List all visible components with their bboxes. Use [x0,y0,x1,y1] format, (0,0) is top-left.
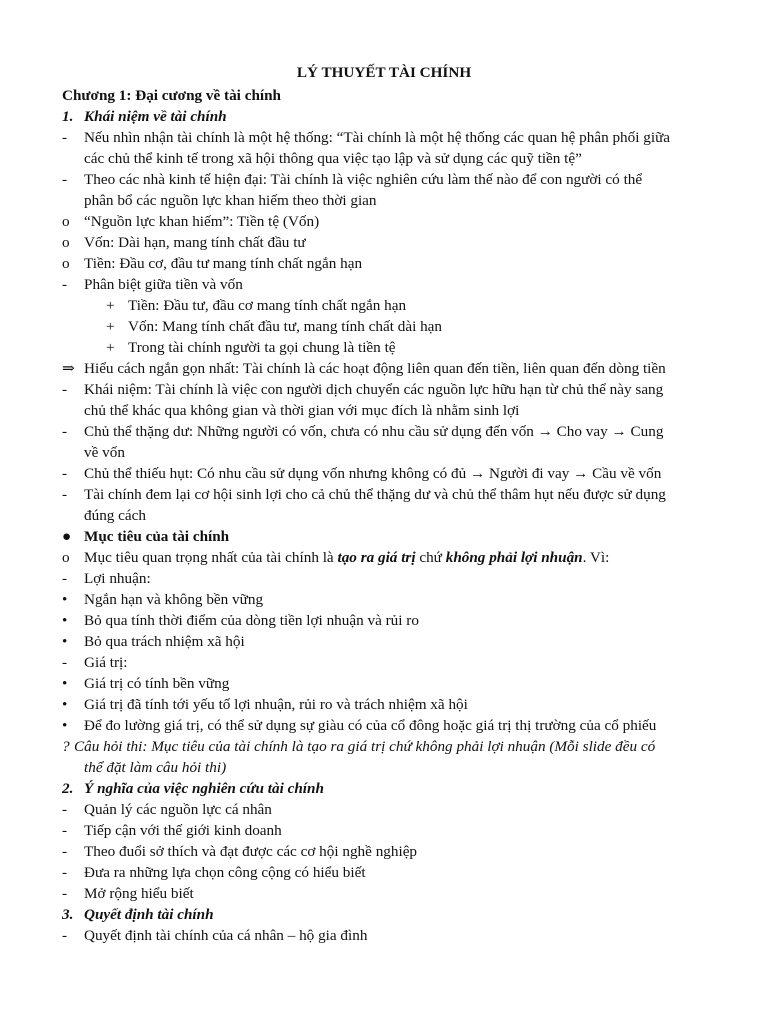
dash-marker: - [62,486,68,503]
plus-marker: + [106,339,115,356]
dash-marker: - [62,843,68,860]
dash-marker: - [62,381,68,398]
dash-marker: - [62,423,68,440]
dot-marker: • [62,696,68,713]
dash-marker: - [62,654,68,671]
dash-marker: - [62,822,68,839]
dash-marker: - [62,465,68,482]
circle-marker: o [62,255,70,272]
dash-marker: - [62,927,68,944]
dot-marker: • [62,591,68,608]
dot-marker: • [62,675,68,692]
dash-marker: - [62,801,68,818]
dash-marker: - [62,864,68,881]
dash-marker: - [62,171,68,188]
bullet-marker: ● [62,528,72,545]
document-title: LÝ THUYẾT TÀI CHÍNH [296,64,472,81]
plus-marker: + [106,318,115,335]
dash-marker: - [62,570,68,587]
dash-marker: - [62,276,68,293]
plus-marker: + [106,297,115,314]
document-page: LÝ THUYẾT TÀI CHÍNH Chương 1: Đại cương về tài chính 1. Khái niệm về tài chính - Nếu nhìn nhận tài chính là một hệ thống: “Tài chính là một hệ thống các quan hệ phân phối giữa các chủ thể kinh tế trong xã hội thông qua việc tạo lập và sử dụng các quỹ tiền tệ” - Theo các nhà kinh tế hiện đại: Tài chính là việc nghiên cứu làm thế nào để con người có thể phân bổ các nguồn lực khan hiếm theo thời gian o “Nguồn lực khan hiếm”: Tiền tệ (Vốn) o Vốn: Dài hạn, mang tính chất đầu tư o Tiền: Đầu cơ, đầu tư mang tính chất ngắn hạn - Phân biệt giữa tiền và vốn + Tiền: Đầu tư, đầu cơ mang tính chất ngắn hạn + Vốn: Mang tính chất đầu tư, mang tính chất dài hạn + Trong tài chính người ta gọi chung là tiền tệ ⇒ Hiểu cách ngắn gọn nhất: Tài chính là các hoạt động liên quan đến tiền, liên quan đến dòng tiền - Khái niệm: Tài chính là việc con người dịch chuyển các nguồn lực hữu hạn từ chủ thể này sang chủ thể khác qua không gian và thời gian với mục đích là nhằm sinh lợi - Chủ thể thặng dư: Những người có vốn, chưa có nhu cầu sử dụng đến vốn → Cho vay → Cung về vốn - Chủ thể thiếu hụt: Có nhu cầu sử dụng vốn nhưng không có đủ → Người đi vay → Cầu về vốn - Tài chính đem lại cơ hội sinh lợi cho cả chủ thể thặng dư và chủ thể thâm hụt nếu được sử dụng đúng cách ● Mục tiêu của tài chính o Mục tiêu quan trọng nhất của tài chính là tạo ra giá trị chứ không phải lợi nhuận. Vì: - Lợi nhuận: • Ngắn hạn và không bền vững • Bỏ qua tính thời điểm của dòng tiền lợi nhuận và rủi ro • Bỏ qua trách nhiệm xã hội - Giá trị: • Giá trị có tính bền vững • Giá trị đã tính tới yếu tố lợi nhuận, rủi ro và trách nhiệm xã hội • Để đo lường giá trị, có thể sử dụng sự giàu có của cổ đông hoặc giá trị thị trường của cổ phiếu ? Câu hỏi thi: Mục tiêu của tài chính là tạo ra giá trị chứ không phải lợi nhuận (Mỗi slide đều có thể đặt làm câu hỏi thi) 2. Ý nghĩa của việc nghiên cứu tài chính - Quản lý các nguồn lực cá nhân - Tiếp cận với thế giới kinh doanh - Theo đuổi sở thích và đạt được các cơ hội nghề nghiệp - Đưa ra những lựa chọn công cộng có hiểu biết - Mở rộng hiểu biết 3. Quyết định tài chính - Quyết định tài chính của cá nhân – hộ gia đình [0,0,768,1024]
dot-marker: • [62,633,68,650]
dash-marker: - [62,885,68,902]
question-marker: ? [62,738,70,755]
dot-marker: • [62,717,68,734]
circle-marker: o [62,213,70,230]
dash-marker: - [62,129,68,146]
double-arrow-icon: ⇒ [62,360,75,377]
circle-marker: o [62,549,70,566]
circle-marker: o [62,234,70,251]
dot-marker: • [62,612,68,629]
